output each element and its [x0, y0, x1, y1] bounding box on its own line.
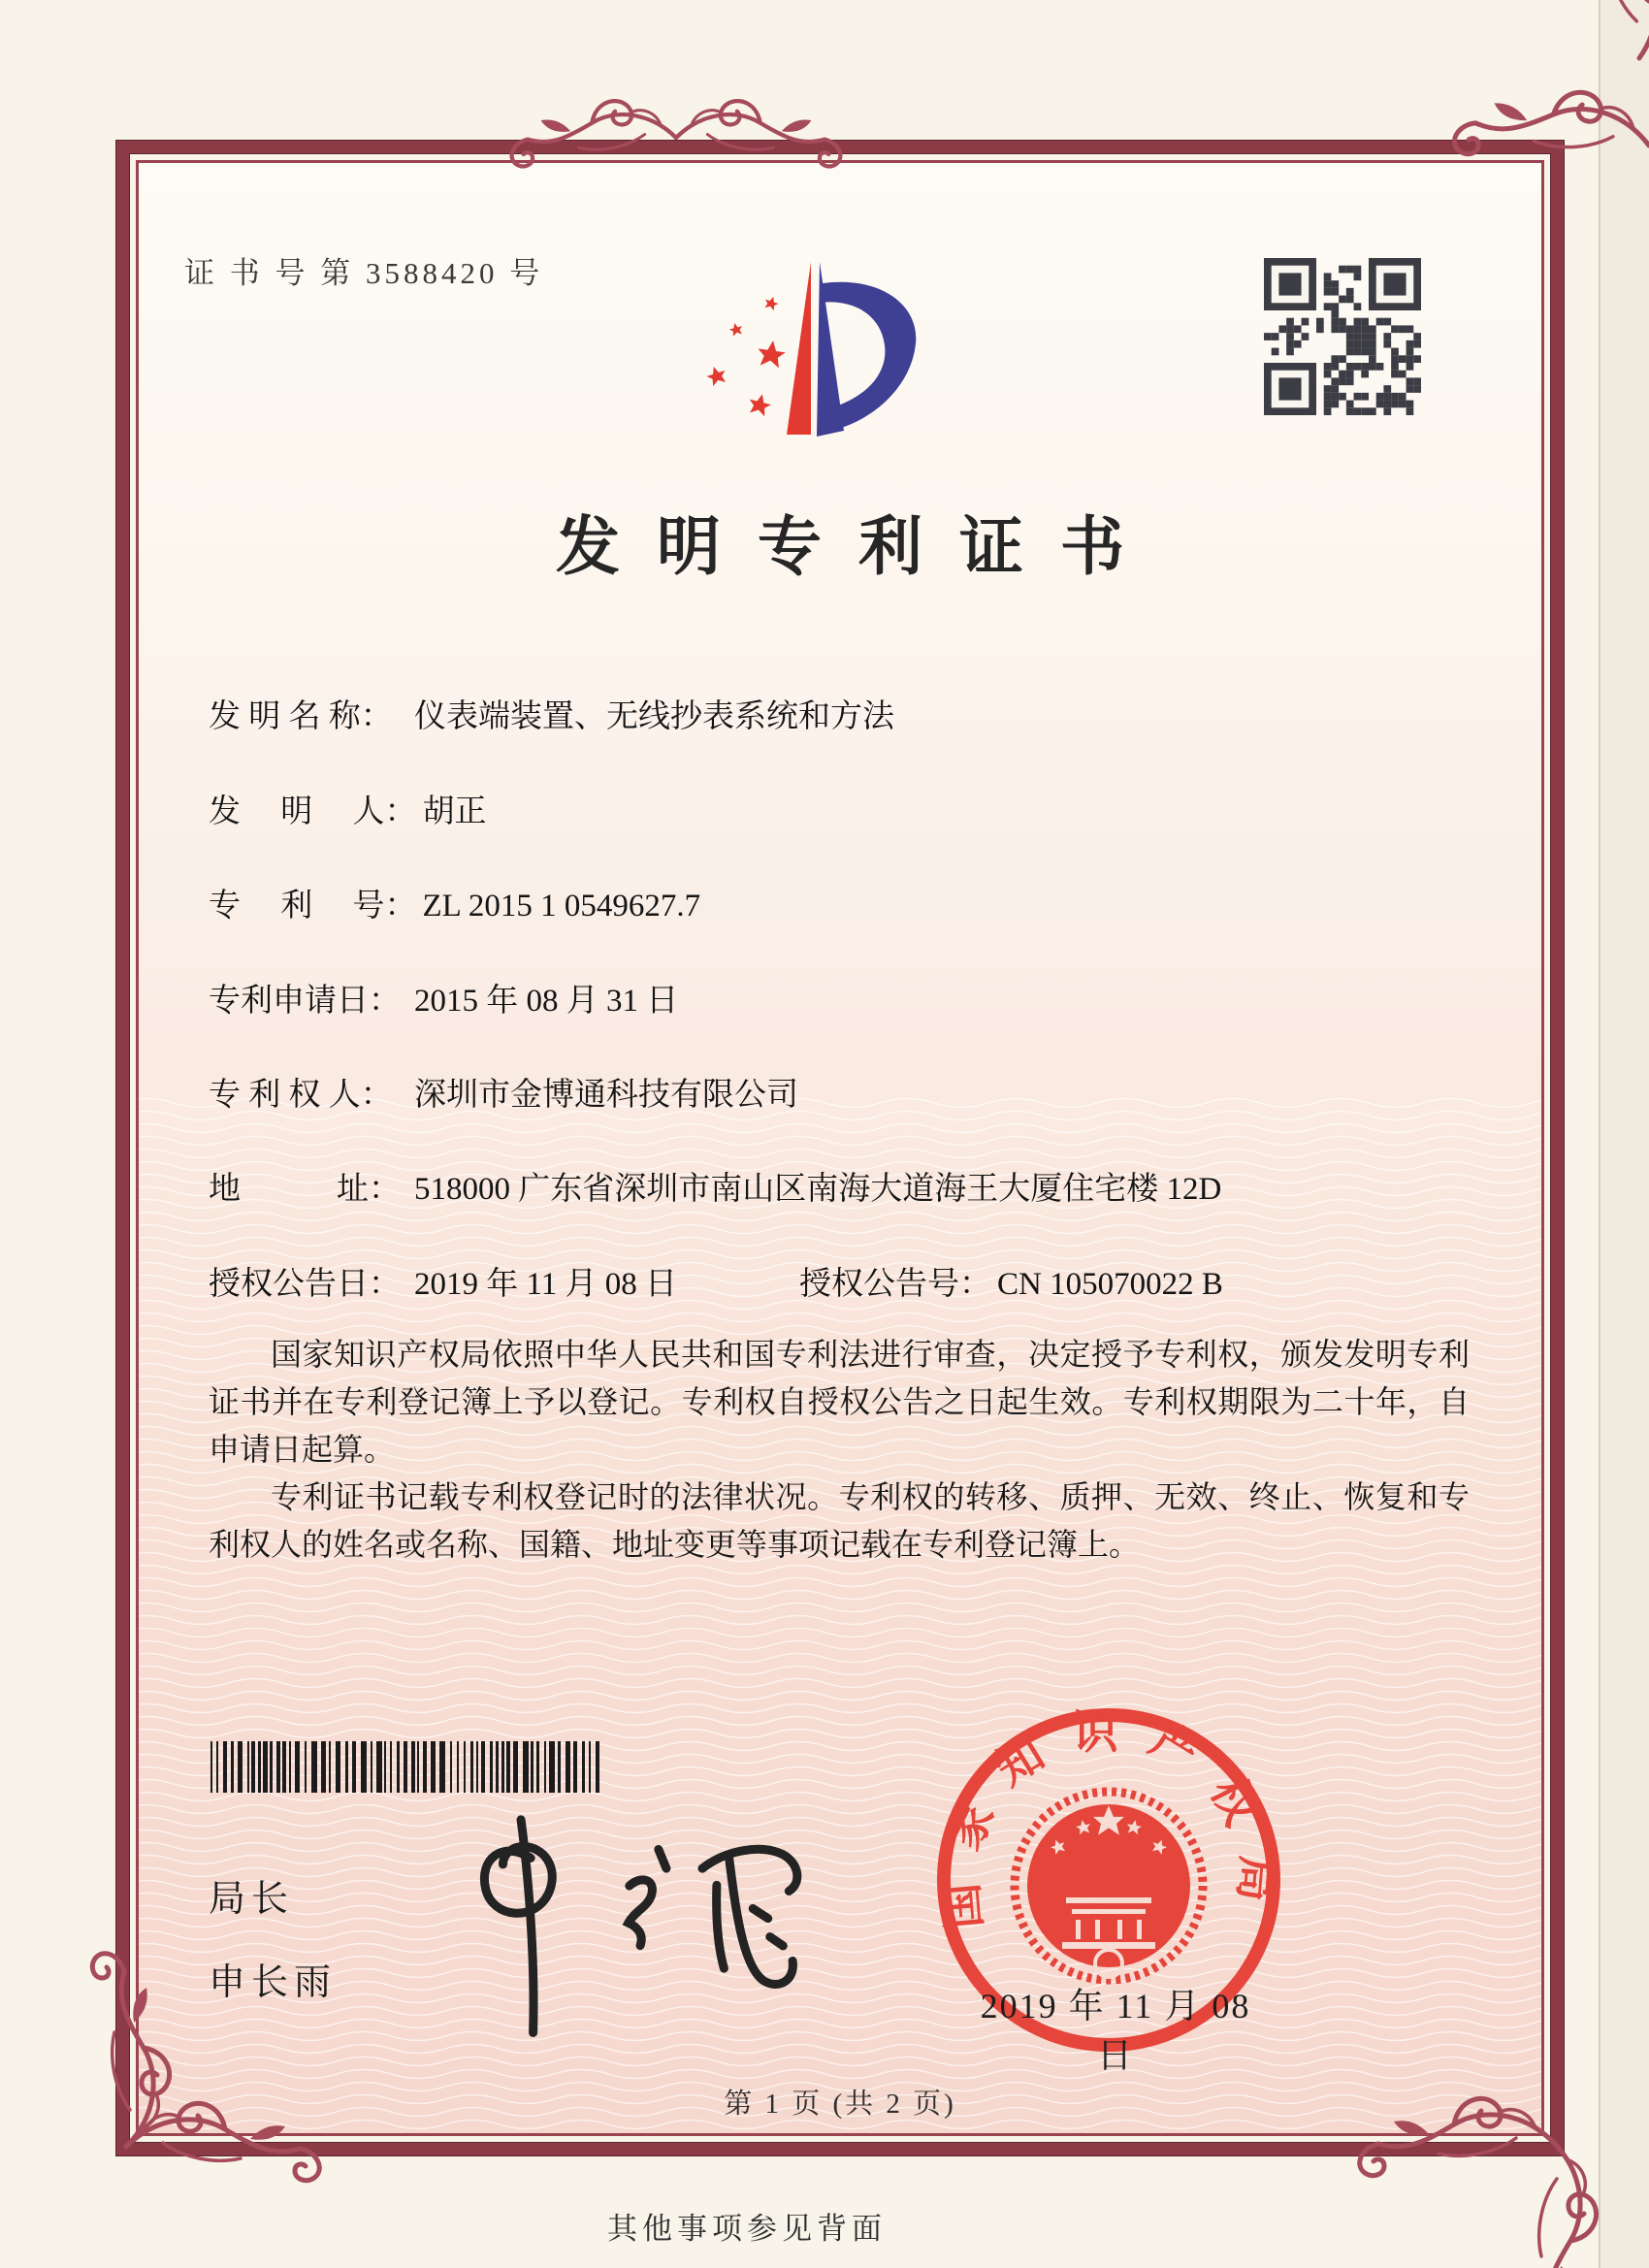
barcode-bar	[596, 1741, 599, 1793]
barcode-bar	[513, 1741, 518, 1793]
barcode-bar	[361, 1741, 367, 1793]
barcode-bar	[417, 1741, 419, 1793]
barcode-bar	[481, 1741, 485, 1793]
barcode-bar	[216, 1741, 218, 1793]
paragraph-1: 国家知识产权局依照中华人民共和国专利法进行审查，决定授予专利权，颁发发明专利证书并在专利登记簿上予以登记。专利权自授权公告之日起生效。专利权期限为二十年，自申请日起算。	[209, 1337, 1470, 1467]
certificate-title: 发明专利证书	[556, 512, 1161, 583]
seal-date: 2019 年 11 月 08 日	[980, 1987, 1251, 2075]
barcode-bar	[490, 1741, 493, 1793]
barcode-bar	[258, 1741, 261, 1793]
field-label: 专 利 号：	[209, 889, 417, 923]
barcode-bar	[390, 1741, 392, 1793]
barcode-bar	[573, 1741, 577, 1793]
director-signature-icon	[441, 1795, 897, 2057]
barcode-bar	[411, 1741, 415, 1793]
barcode-bar	[345, 1741, 348, 1793]
barcode-bar	[501, 1741, 504, 1793]
field-value: 仪表端装置、无线抄表系统和方法	[414, 699, 894, 734]
barcode-bar	[223, 1741, 227, 1793]
paragraph-2: 专利证书记载专利权登记时的法律状况。专利权的转移、质押、无效、终止、恢复和专利权人的姓名或名称、国籍、地址变更等事项记载在专利登记簿上。	[209, 1479, 1470, 1562]
field-label: 专利申请日：	[209, 984, 401, 1019]
cnipa-patent-logo-icon	[674, 243, 931, 448]
signatory-title: 局长	[209, 1879, 295, 1920]
barcode-bar	[247, 1741, 249, 1793]
field-label: 授权公告日：	[209, 1267, 401, 1302]
field-label: 发 明 人：	[209, 794, 417, 829]
field-value: ZL 2015 1 0549627.7	[422, 889, 701, 923]
barcode-bar	[270, 1741, 273, 1793]
barcode-bar	[311, 1741, 317, 1793]
barcode-bar	[251, 1741, 255, 1793]
barcode-bar	[231, 1741, 234, 1793]
signatory-name: 申长雨	[209, 1962, 338, 2003]
seal-text: 国家知识产权局	[934, 1708, 1283, 1931]
barcode-icon	[210, 1741, 610, 1793]
barcode-bar	[305, 1741, 307, 1793]
barcode-bar	[210, 1741, 212, 1793]
field-value: 深圳市金博通科技有限公司	[414, 1078, 798, 1113]
paper-edge	[1599, 0, 1649, 2268]
field-invention-name	[209, 691, 894, 736]
barcode-bar	[589, 1741, 591, 1793]
barcode-bar	[457, 1741, 459, 1793]
barcode-bar	[352, 1741, 356, 1793]
barcode-bar	[470, 1741, 473, 1793]
barcode-bar	[544, 1741, 546, 1793]
barcode-bar	[289, 1741, 291, 1793]
barcode-bar	[464, 1741, 466, 1793]
barcode-bar	[371, 1741, 372, 1793]
qr-code-icon	[1264, 258, 1421, 415]
barcode-bar	[582, 1741, 585, 1793]
barcode-bar	[321, 1741, 326, 1793]
barcode-bar	[238, 1741, 242, 1793]
field-value: CN 105070022 B	[997, 1267, 1223, 1302]
barcode-bar	[423, 1741, 427, 1793]
barcode-bar	[397, 1741, 400, 1793]
field-value: 518000 广东省深圳市南山区南海大道海王大厦住宅楼 12D	[414, 1172, 1222, 1207]
certificate-number: 证 书 号 第 3588420 号	[184, 256, 544, 290]
barcode-bar	[276, 1741, 280, 1793]
field-value: 2015 年 08 月 31 日	[414, 984, 679, 1019]
field-inventor	[209, 786, 487, 831]
barcode-bar	[384, 1741, 386, 1793]
barcode-bar	[476, 1741, 478, 1793]
page-number: 第 1 页 (共 2 页)	[724, 2089, 956, 2120]
field-label: 地 址：	[209, 1172, 401, 1207]
statutory-text	[209, 1331, 1470, 1569]
barcode-bar	[263, 1741, 268, 1793]
field-address	[209, 1163, 1221, 1209]
back-side-note: 其他事项参见背面	[607, 2212, 887, 2246]
field-patent-number	[209, 880, 700, 925]
barcode-bar	[336, 1741, 340, 1793]
barcode-bar	[431, 1741, 436, 1793]
field-grant-number	[799, 1258, 1223, 1304]
barcode-bar	[558, 1741, 561, 1793]
barcode-bar	[531, 1741, 534, 1793]
barcode-bar	[282, 1741, 286, 1793]
barcode-bar	[450, 1741, 452, 1793]
field-patentee	[209, 1069, 798, 1115]
field-filing-date	[209, 975, 678, 1021]
field-value: 2019 年 11 月 08 日	[414, 1267, 678, 1302]
field-label: 发 明 名 称：	[209, 699, 393, 734]
field-label: 授权公告号：	[799, 1267, 991, 1302]
barcode-bar	[496, 1741, 499, 1793]
field-value: 胡正	[422, 794, 487, 829]
barcode-bar	[329, 1741, 331, 1793]
field-label: 专 利 权 人：	[209, 1078, 393, 1113]
barcode-bar	[566, 1741, 570, 1793]
barcode-bar	[549, 1741, 555, 1793]
barcode-bar	[295, 1741, 300, 1793]
field-grant-date	[209, 1258, 677, 1304]
barcode-bar	[506, 1741, 510, 1793]
barcode-bar	[376, 1741, 382, 1793]
barcode-bar	[536, 1741, 539, 1793]
barcode-bar	[439, 1741, 445, 1793]
barcode-bar	[523, 1741, 529, 1793]
barcode-bar	[404, 1741, 407, 1793]
